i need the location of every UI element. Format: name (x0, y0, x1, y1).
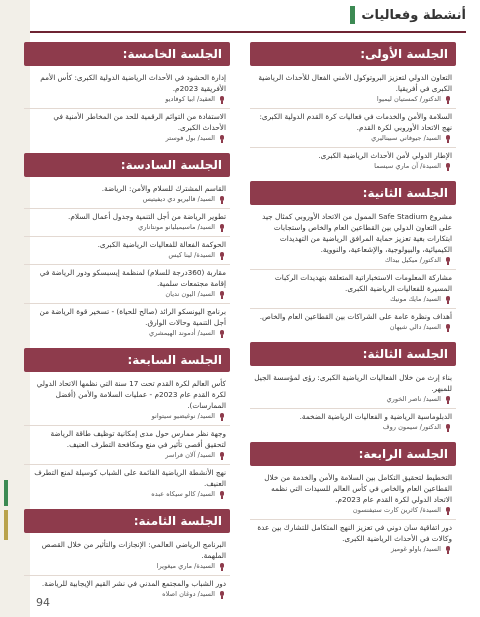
talk-title: الإطار الدولي لأمن الأحداث الرياضية الكبرى. (318, 151, 452, 160)
microphone-icon (218, 330, 226, 338)
speaker-line (254, 422, 452, 433)
speaker-name: الدكتور/ سيمون روف (382, 423, 441, 431)
talk-item (24, 465, 230, 503)
talk-title: تطوير الرياضة من أجل التنمية وجدول أعمال السلام. (68, 212, 226, 221)
speaker-line (28, 250, 226, 261)
session-block (250, 181, 456, 336)
microphone-icon (218, 135, 226, 143)
talk-item (24, 537, 230, 576)
speaker-line (28, 489, 226, 500)
microphone-icon (444, 296, 452, 304)
microphone-icon (444, 135, 452, 143)
talk-item (24, 304, 230, 342)
microphone-icon (218, 291, 226, 299)
talk-item (24, 109, 230, 147)
session-title: الجلسة الثامنة: (24, 509, 230, 533)
talk-title: كأس العالم لكرة القدم تحت 17 سنة التي نظمها الاتحاد الدولي لكرة القدم عام 2023م - عمليات السلامة والأمن (أفضل الممارسات). (36, 379, 226, 410)
speaker-line (28, 222, 226, 233)
speaker-line (254, 94, 452, 105)
talk-title: إدارة الحشود في الأحداث الرياضية الدولية الكبرى: كأس الأمم الأفريقية 2023م. (40, 73, 226, 93)
page-header (350, 4, 466, 26)
speaker-name: السيدة/ كاثرين كارت ستيفنسون (352, 506, 441, 514)
talk-title: الحوكمة الفعالة للفعاليات الرياضية الكبرى. (97, 240, 226, 249)
speaker-name: السيد/ جيوفاني سبيناليري (371, 134, 441, 142)
speaker-line (28, 133, 226, 144)
session-title: الجلسة الخامسة: (24, 42, 230, 66)
speaker-name: السيد/ ماسيميليانو مونتاناري (138, 223, 215, 231)
talk-item (250, 309, 456, 336)
speaker-line (254, 394, 452, 405)
microphone-icon (218, 413, 226, 421)
speaker-line (254, 505, 452, 516)
talk-title: التخطيط لتحقيق التكامل بين السلامة والأمن والخدمة من خلال القطاعين العام والخاص في كأس العالم للسيدات التي نظمه الاتحاد الدولي لكرة القدم عام 2023م. (264, 473, 452, 504)
microphone-icon (444, 163, 452, 171)
speaker-line (28, 289, 226, 300)
talk-title: السلامة والأمن والخدمات في فعاليات كرة القدم الدولية الكبرى: نهج الاتحاد الأوروبي لكرة القدم. (259, 112, 452, 132)
talk-item (250, 148, 456, 175)
talk-title: القاسم المشترك للسلام والأمن: الرياضة. (101, 184, 226, 193)
microphone-icon (218, 452, 226, 460)
green-accent-mark (4, 480, 8, 506)
talk-item (250, 70, 456, 109)
speaker-line (28, 561, 226, 572)
speaker-name: السيدة/ آن ماري سيسما (374, 162, 441, 170)
talk-item (24, 209, 230, 237)
left-column (24, 42, 230, 609)
talk-item (250, 109, 456, 148)
speaker-name: السيد/ دالي شيهان (389, 323, 441, 331)
speaker-name: السيد/ مايك مونيك (390, 295, 441, 303)
talk-title: أهداف ونظرة عامة على الشراكات بين القطاعين العام والخاص. (259, 312, 452, 321)
microphone-icon (218, 96, 226, 104)
talk-title: الدبلوماسية الرياضية و الفعاليات الرياضية الضخمة. (299, 412, 452, 421)
speaker-name: السيدة/ لينا كيس (168, 251, 215, 259)
session-block (24, 509, 230, 603)
speaker-line (254, 294, 452, 305)
speaker-line (28, 411, 226, 422)
header-divider (30, 31, 466, 33)
talk-item (250, 409, 456, 436)
speaker-name: السيد/ باولو غوميز (390, 545, 441, 553)
speaker-name: السيد/ نوغيضيو سيتوانو (151, 412, 215, 420)
speaker-line (28, 194, 226, 205)
talk-title: مشاركة المعلومات الاستخباراتية المتعلقة بتهديدات الركبات المسيرة للفعاليات الرياضية الكبرى. (274, 273, 452, 293)
microphone-icon (444, 396, 452, 404)
speaker-line (254, 544, 452, 555)
session-title: الجلسة الرابعة: (250, 442, 456, 466)
talk-item (24, 376, 230, 426)
session-block (250, 342, 456, 436)
speaker-name: السيدة/ ماري ميغويرا (156, 562, 215, 570)
speaker-name: السيد/ كالو سيكاه عبده (151, 490, 215, 498)
session-block (24, 153, 230, 342)
speaker-line (28, 450, 226, 461)
microphone-icon (444, 424, 452, 432)
talk-title: مقاربة (360درجة للسلام) لمنظمة إيسبسكو ودور الرياضة في إقامة مجتمعات سلمية. (39, 268, 226, 288)
talk-item (24, 426, 230, 465)
talk-title: البرنامج الرياضي العالمي: الإنجازات والتأثير من خلال القصص الملهمة. (41, 540, 226, 560)
session-block (24, 348, 230, 503)
microphone-icon (218, 196, 226, 204)
talk-item (250, 370, 456, 409)
talk-item (24, 181, 230, 209)
microphone-icon (444, 507, 452, 515)
talk-title: دور الشباب والمجتمع المدني في نشر القيم الإيجابية للرياضة. (41, 579, 226, 588)
speaker-line (254, 133, 452, 144)
talk-item (250, 209, 456, 270)
microphone-icon (218, 563, 226, 571)
talk-item (24, 576, 230, 603)
speaker-line (28, 94, 226, 105)
talk-title: وجهة نظر ممارس حول مدى إمكانية توظيف طاقة الرياضة لتحقيق أقصى تأثير في منع ومكافحة التطرف العنيف. (50, 429, 226, 449)
session-title: الجلسة الثانية: (250, 181, 456, 205)
talk-title: التعاون الدولي لتعزيز البروتوكول الأمني الفعال للأحداث الرياضية الكبرى في أفريقيا. (258, 73, 452, 93)
microphone-icon (218, 224, 226, 232)
talk-item (250, 270, 456, 309)
speaker-name: الدكتور/ ميكيل بيداك (384, 256, 441, 264)
gold-accent-mark (4, 510, 8, 540)
speaker-name: السيد/ دوغان اصلاه (162, 590, 215, 598)
microphone-icon (444, 257, 452, 265)
talk-item (24, 70, 230, 109)
microphone-icon (444, 96, 452, 104)
talk-item (24, 237, 230, 265)
session-title: الجلسة السادسة: (24, 153, 230, 177)
speaker-name: السيد/ آلان فراسر (165, 451, 215, 459)
talk-title: نهج الأنشطة الرياضية القائمة على الشباب كوسيلة لمنع التطرف العنيف. (34, 468, 226, 488)
speaker-name: العقيد/ ابيا كوفاديو (165, 95, 215, 103)
talk-item (24, 265, 230, 304)
page-number: 94 (36, 596, 50, 609)
speaker-line (254, 322, 452, 333)
talk-title: بناء إرث من خلال الفعاليات الرياضية الكبرى: رؤى لمؤسسة الجيل للمبهر. (254, 373, 452, 393)
session-block (24, 42, 230, 147)
talk-title: مشروع Safe Stadium الممول من الاتحاد الأوروبي كمثال جيد على التعاون الدولي بين القطاعين العام والخاص واستجابات ابتكارات بغية تعزيز حماية المرافق الرياضية من التهديدات الكيميائية، والبيولوجية، والإشعاعية، والنووية. (262, 212, 452, 254)
session-block (250, 442, 456, 558)
header-accent-bar (350, 6, 355, 24)
microphone-icon (444, 324, 452, 332)
session-block (250, 42, 456, 175)
speaker-name: السيد/ أدموند الهيمشري (149, 329, 215, 337)
talk-item (250, 520, 456, 558)
microphone-icon (218, 252, 226, 260)
speaker-line (28, 589, 226, 600)
session-title: الجلسة الأولى: (250, 42, 456, 66)
microphone-icon (218, 591, 226, 599)
speaker-name: السيد/ بول فوستر (165, 134, 215, 142)
speaker-name: السيد/ ناصر الخوري (386, 395, 441, 403)
speaker-line (254, 255, 452, 266)
page-title: أنشطة وفعاليات (361, 7, 466, 23)
talk-title: الاستفادة من التوائم الرقمية للحد من المخاطر الأمنية في الأحداث الكبرى. (53, 112, 226, 132)
talk-item (250, 470, 456, 520)
speaker-name: السيد/ فاليريو دي ديفيتيس (142, 195, 215, 203)
session-title: الجلسة الثالثة: (250, 342, 456, 366)
speaker-name: السيد/ اليون نديان (165, 290, 215, 298)
talk-title: دور اتفاقية سان دوني في تعزيز النهج المتكامل للتشارك بين عدة وكالات في الأحداث الرياضية الكبرى. (257, 523, 452, 543)
speaker-name: الدكتور/ كمستيان ليميوا (376, 95, 441, 103)
talk-title: برنامج اليونسكو الرائد (صالح للحياة) - تسخير قوة الرياضة من أجل التنمية وحالات الوارق. (39, 307, 226, 327)
session-title: الجلسة السابعة: (24, 348, 230, 372)
right-column (250, 42, 456, 564)
microphone-icon (444, 546, 452, 554)
microphone-icon (218, 491, 226, 499)
speaker-line (28, 328, 226, 339)
speaker-line (254, 161, 452, 172)
